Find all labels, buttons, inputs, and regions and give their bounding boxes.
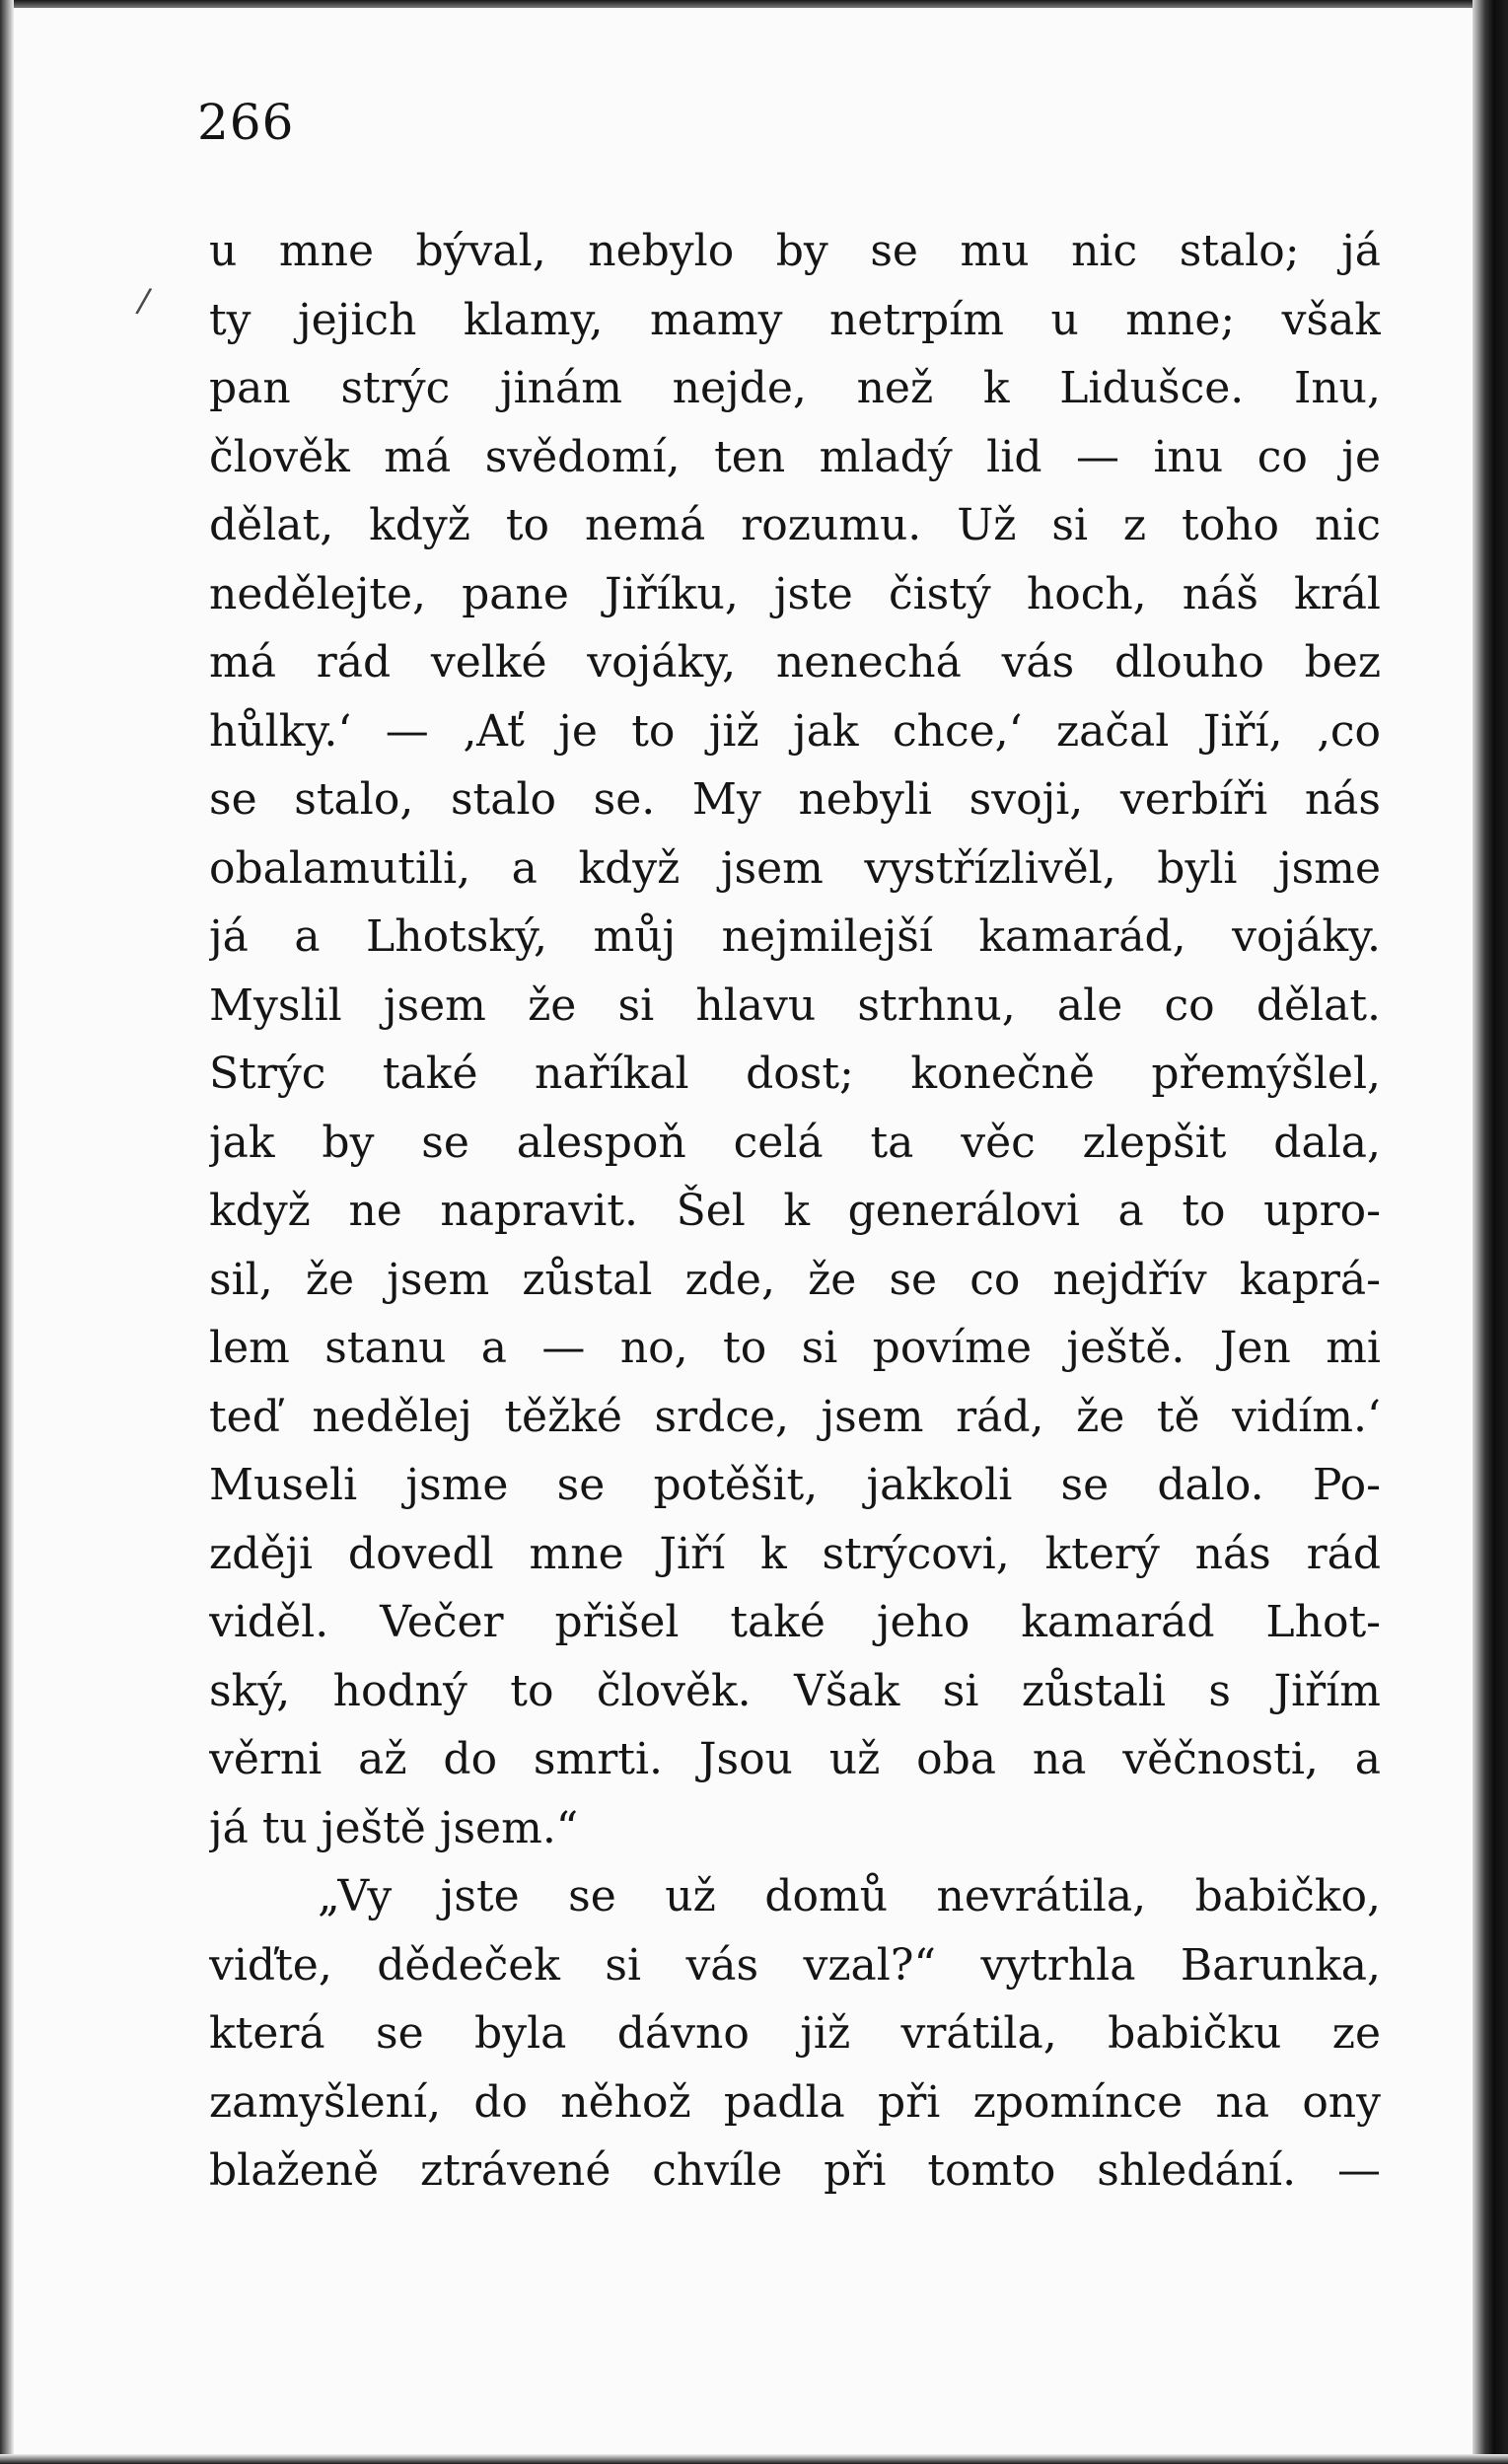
- text-line: Myslil jsem že si hlavu strhnu, ale co dělat.: [209, 979, 1381, 1031]
- text-line: ty jejich klamy, mamy netrpím u mne; však: [209, 294, 1381, 345]
- text-line: která se byla dávno již vrátila, babičku ze: [209, 2008, 1381, 2059]
- text-line: jak by se alespoň celá ta věc zlepšit dala,: [209, 1117, 1381, 1168]
- text-line: u mne býval, nebylo by se mu nic stalo; já: [209, 226, 1381, 276]
- scan-edge-right: [1472, 0, 1508, 2464]
- text-line: sil, že jsem zůstal zde, že se co nejdřív kaprá-: [209, 1254, 1381, 1305]
- text-line: „Vy jste se už domů nevrátila, babičko,: [318, 1871, 1381, 1921]
- text-line: Museli jsme se potěšit, jakkoli se dalo. Po-: [209, 1460, 1381, 1510]
- text-line: lem stanu a — no, to si povíme ještě. Jen mi: [209, 1323, 1381, 1373]
- text-line: obalamutili, a když jsem vystřízlivěl, byli jsme: [209, 842, 1381, 894]
- text-line: zamyšlení, do něhož padla při zpomínce na ony: [209, 2076, 1381, 2128]
- text-line: viděl. Večer přišel také jeho kamarád Lhot-: [209, 1597, 1381, 1647]
- text-line: věrni až do smrti. Jsou už oba na věčnosti, a: [209, 1734, 1381, 1784]
- text-line: když ne napravit. Šel k generálovi a to upro-: [209, 1186, 1381, 1236]
- text-line: má rád velké vojáky, nenechá vás dlouho bez: [209, 637, 1381, 688]
- text-line: se stalo, stalo se. My nebyli svoji, verbíři nás: [209, 774, 1381, 825]
- text-line: nedělejte, pane Jiříku, jste čistý hoch, náš král: [209, 568, 1381, 619]
- text-line: já a Lhotský, můj nejmilejší kamarád, vojáky.: [209, 911, 1381, 962]
- text-line: člověk má svědomí, ten mladý lid — inu co je: [209, 431, 1381, 482]
- scan-edge-bottom: [0, 2454, 1508, 2464]
- page-number: 266: [197, 94, 295, 151]
- body-text: [209, 217, 1381, 2206]
- text-line: já tu ještě jsem.“: [209, 1802, 579, 1853]
- text-line: blaženě ztrávené chvíle při tomto shledání. —: [209, 2145, 1381, 2196]
- text-line: teď nedělej těžké srdce, jsem rád, že tě vidím.‘: [209, 1391, 1381, 1442]
- scan-edge-left: [0, 0, 14, 2464]
- text-line: dělat, když to nemá rozumu. Už si z toho nic: [209, 500, 1381, 550]
- text-line: Strýc také naříkal dost; konečně přemýšlel,: [209, 1049, 1381, 1099]
- text-line: pan strýc jinám nejde, než k Lidušce. Inu,: [209, 363, 1381, 413]
- scan-edge-top: [0, 0, 1508, 8]
- scan-speck: /: [133, 280, 154, 322]
- text-line: viďte, dědeček si vás vzal?“ vytrhla Barunka,: [209, 1939, 1381, 1991]
- text-line: ský, hodný to člověk. Však si zůstali s Jiřím: [209, 1665, 1381, 1716]
- text-line: zději dovedl mne Jiří k strýcovi, který nás rád: [209, 1528, 1381, 1579]
- text-line: hůlky.‘ — ‚Ať je to již jak chce,‘ začal Jiří, ‚co: [209, 705, 1381, 757]
